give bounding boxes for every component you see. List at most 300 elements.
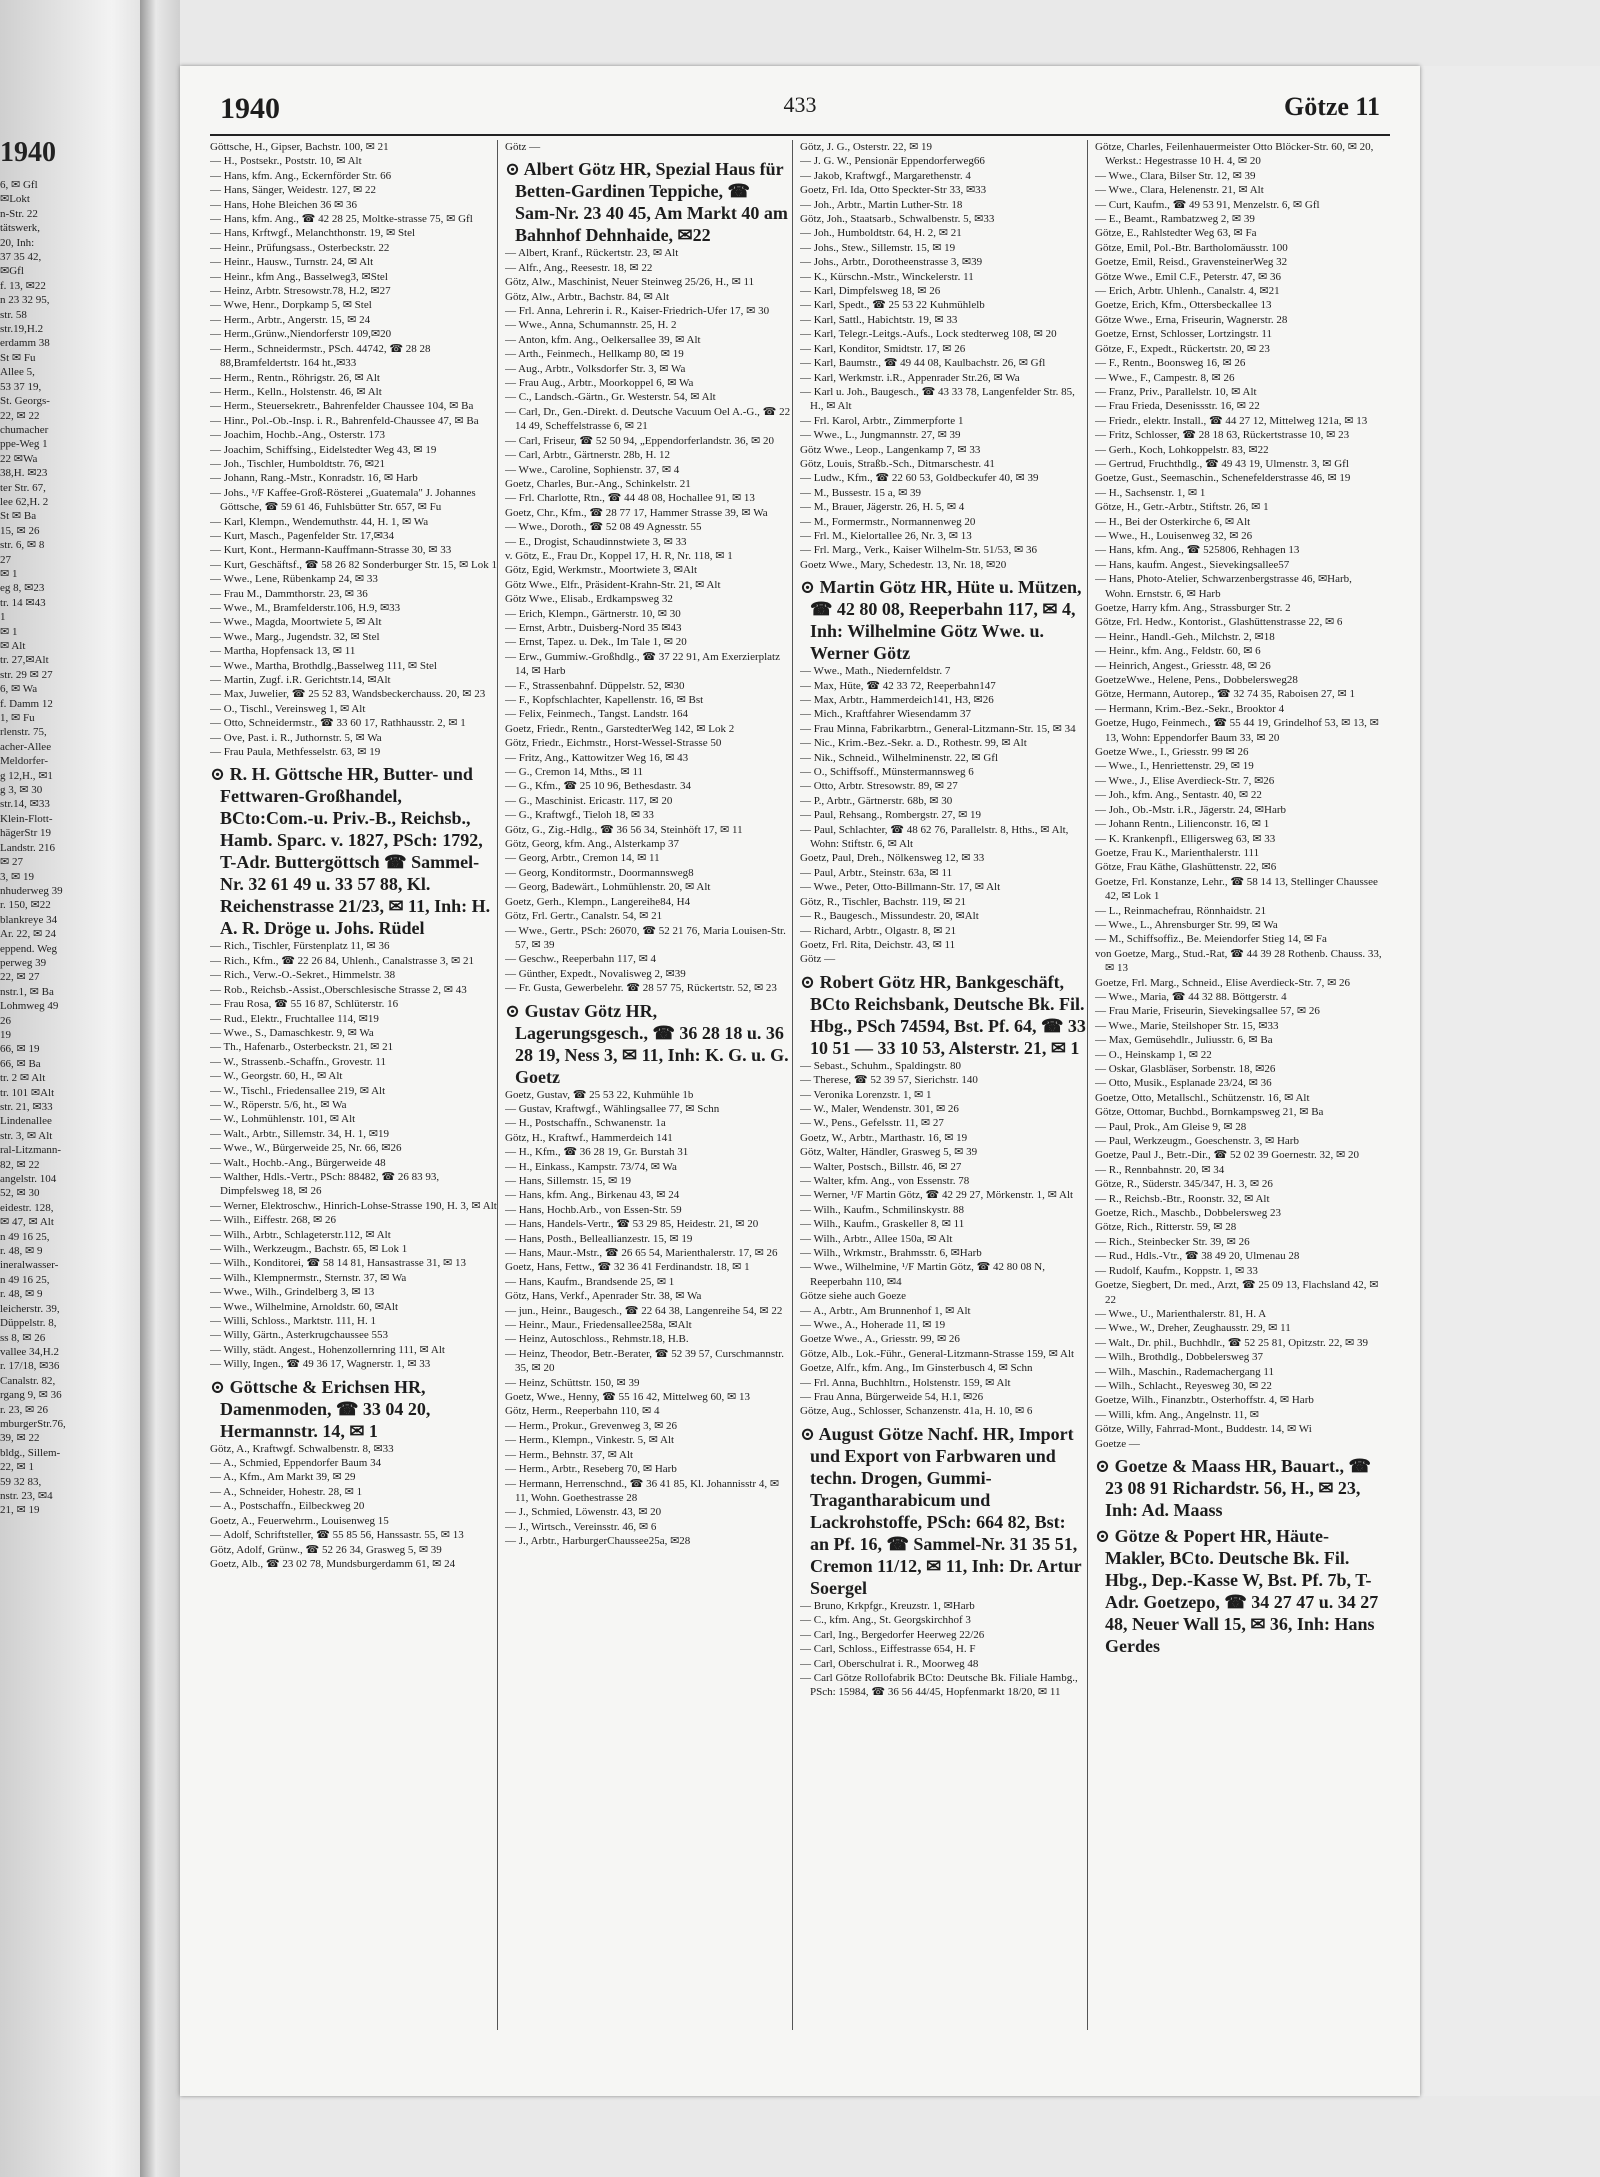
directory-entry: — Paul, Arbtr., Steinstr. 63a, ✉ 11 [800, 866, 953, 879]
directory-entry: — Fritz, Ang., Kattowitzer Weg 16, ✉ 43 [505, 751, 689, 764]
left-page-line: perweg 39 [0, 956, 47, 969]
left-page-line: Lohmweg 49 [0, 1000, 59, 1013]
left-page-line: str. 21, ✉33 [0, 1101, 53, 1113]
directory-entry: — Heinz, Autoschloss., Rehmstr.18, H.B. [505, 1333, 689, 1346]
left-page-line: Landstr. 216 [0, 841, 55, 854]
directory-entry: — G., Cremon 14, Mths., ✉ 11 [505, 766, 644, 779]
directory-entry: — Hans, Hohe Bleichen 36 ✉ 36 [210, 198, 357, 211]
directory-entry: — Wilh., Arbtr., Schlageterstr.112, ✉ Alt [210, 1228, 391, 1241]
directory-entry: — Karl, Werkmstr. i.R., Appenrader Str.26, ✉ Wa [800, 371, 1020, 384]
directory-entry: — jun., Heinr., Baugesch., ☎ 22 64 38, Langenreihe 54, ✉ 22 [505, 1304, 783, 1317]
directory-entry: — Joachim, Hochb.-Ang., Osterstr. 173 [210, 429, 386, 442]
directory-entry: — Johann Rentn., Lilienconstr. 16, ✉ 1 [1095, 818, 1270, 831]
directory-entry: — Rich., Verw.-O.-Sekret., Himmelstr. 38 [210, 969, 396, 982]
directory-entry: — R., Reichsb.-Btr., Roonstr. 32, ✉ Alt [1095, 1192, 1270, 1205]
left-page-line: r. 23, ✉ 26 [0, 1403, 49, 1416]
directory-entry: — Rich., Kfm., ☎ 22 26 84, Uhlenh., Canalstrasse 3, ✉ 21 [210, 954, 474, 967]
directory-entry: — Wwe., Magda, Moortwiete 5, ✉ Alt [210, 616, 382, 629]
directory-entry: — Willy, Ingen., ☎ 49 36 17, Wagnerstr. 1, ✉ 33 [210, 1358, 431, 1371]
directory-entry: — Albert, Kranf., Rückertstr. 23, ✉ Alt [505, 247, 679, 260]
left-page-line: nstr.1, ✉ Ba [0, 985, 54, 998]
directory-entry: — H., Sachsenstr. 1, ✉ 1 [1095, 486, 1206, 499]
directory-entry: — Martin, Zugf. i.R. Gerichtstr.14, ✉Alt [210, 674, 391, 687]
directory-entry: — Wwe., I., Henriettenstr. 29, ✉ 19 [1095, 760, 1254, 773]
directory-entry: Götz — [505, 141, 541, 153]
directory-entry: — Hans, Hochb.Arb., von Essen-Str. 59 [505, 1203, 682, 1216]
left-page-line: St ✉ Ba [0, 510, 37, 523]
left-page-line: St ✉ Fu [0, 351, 36, 364]
directory-entry: — Carl, Friseur, ☎ 52 50 94, „Eppendorferlandstr. 36, ✉ 20 [505, 434, 775, 447]
directory-entry: — Günther, Expedt., Novalisweg 2, ✉39 [505, 967, 686, 980]
directory-entry: GoetzeWwe., Helene, Pens., Dobbelersweg28 [1095, 674, 1298, 687]
left-page-line: 22, ✉ 22 [0, 409, 40, 422]
directory-entry: Götz, Adolf, Grünw., ☎ 52 26 34, Grasweg 5, ✉ 39 [210, 1543, 442, 1556]
directory-entry: — Ernst, Tapez. u. Dek., Im Tale 1, ✉ 20 [505, 636, 687, 649]
directory-entry: — J., Arbtr., HarburgerChaussee25a, ✉28 [505, 1535, 691, 1548]
directory-entry: — Wwe., U., Marienthalerstr. 81, H. A [1095, 1307, 1267, 1320]
left-page-line: 53 37 19, [0, 380, 42, 393]
directory-entry: Götz Wwe., Leop., Langenkamp 7, ✉ 33 [800, 443, 981, 456]
left-page-line: n 49 16 25, [0, 1230, 50, 1243]
header-running-title: Götze 11 [1283, 92, 1380, 121]
directory-entry: — Th., Hafenarb., Osterbeckstr. 21, ✉ 21 [210, 1041, 394, 1054]
directory-entry: Götz Wwe., Elfr., Präsident-Krahn-Str. 21, ✉ Alt [505, 578, 721, 591]
directory-entry: — Frau Anna, Bürgerweide 54, H.1, ✉26 [800, 1391, 984, 1404]
directory-entry: — Carl Götze Rollofabrik BCto: Deutsche Bk. Filiale Hambg., PSch: 15984, ☎ 36 56 44/45, Hopfenmarkt 18/20, ✉ 11 [800, 1671, 1078, 1699]
directory-entry: — Karl u. Joh., Baugesch., ☎ 43 33 78, Langenfelder Str. 85, H., ✉ Alt [800, 385, 1075, 413]
left-page-line: n 23 32 95, [0, 294, 50, 307]
directory-entry: — Wilh., Arbtr., Allee 150a, ✉ Alt [800, 1232, 953, 1245]
left-page-line: f. 13, ✉22 [0, 279, 46, 292]
directory-entry: Goetze, Ernst, Schlosser, Lortzingstr. 11 [1095, 328, 1272, 341]
directory-entry: Götze, E., Rahlstedter Weg 63, ✉ Fa [1095, 227, 1257, 240]
directory-entry: ⊙ Robert Götz HR, Bankgeschäft, BCto Reichsbank, Deutsche Bk. Fil. Hbg., PSch 74594, Bst. Pf. 64, ☎ 33 10 51 — 33 10 53, Alsterstr. 21, ✉ 1 [800, 971, 1086, 1058]
left-page-line: vallee 34,H.2 [0, 1345, 59, 1358]
directory-entry: — Karl, Konditor, Smidtstr. 17, ✉ 26 [800, 342, 966, 355]
directory-entry: — Wwe., Peter, Otto-Billmann-Str. 17, ✉ Alt [800, 881, 1001, 894]
left-page-line: tr. 27,✉Alt [0, 654, 49, 667]
directory-entry: ⊙ Götze & Popert HR, Häute-Makler, BCto. Deutsche Bk. Fil. Hbg., Dep.-Kasse W, Bst. Pf. 7b, T-Adr. Goetzepo, ☎ 34 27 47 u. 34 27 48, Neuer Wall 15, ✉ 36, Inh: Hans Gerdes [1095, 1525, 1379, 1656]
directory-entry: — Hermann, Herrenschnd., ☎ 36 41 85, Kl. Johannisstr 4, ✉11, Wohn. Goethestrasse 28 [505, 1477, 780, 1504]
directory-entry: — Wwe., M., Bramfelderstr.106, H.9, ✉33 [210, 602, 401, 614]
directory-entry: Goetze, Alfr., kfm. Ang., Im Ginsterbusch 4, ✉ Schn [800, 1362, 1033, 1375]
directory-entry: — J., Wirtsch., Vereinsstr. 46, ✉ 6 [505, 1520, 657, 1533]
directory-entry: — Bruno, Krkpfgr., Kreuzstr. 1, ✉Harb [800, 1599, 975, 1612]
directory-entry: Goetze Wwe., A., Griesstr. 99, ✉ 26 [800, 1333, 960, 1346]
directory-entry: Goetz, Chr., Kfm., ☎ 28 77 17, Hammer Strasse 39, ✉ Wa [505, 506, 768, 519]
directory-entry: — L., Reinmachefrau, Rönnhaidstr. 21 [1095, 904, 1267, 917]
directory-entry: — Wwe., L., Ahrensburger Str. 99, ✉ Wa [1095, 918, 1278, 931]
directory-entry: — M., Bussestr. 15 a, ✉ 39 [800, 486, 922, 499]
directory-entry: — Hans, kfm. Ang., ☎ 42 28 25, Moltke-strasse 75, ✉ Gfl [210, 213, 473, 226]
directory-entry: ⊙ Göttsche & Erichsen HR, Damenmoden, ☎ 33 04 20, Hermannstr. 14, ✉ 1 [210, 1376, 431, 1441]
directory-entry: Götz, A., Kraftwgf. Schwalbenstr. 8, ✉33 [210, 1442, 394, 1455]
directory-entry: — R., Baugesch., Missundestr. 20, ✉Alt [800, 910, 979, 923]
directory-entry: — Wwe., Marie, Steilshoper Str. 15, ✉33 [1095, 1019, 1279, 1032]
directory-entry: — Hans, Sillemstr. 15, ✉ 19 [505, 1174, 631, 1187]
directory-entry: — Max, Arbtr., Hammerdeich141, H3, ✉26 [800, 694, 994, 706]
directory-entry: — W., Tischl., Friedensallee 219, ✉ Alt [210, 1084, 386, 1097]
directory-entry: Götze, Frl. Hedw., Kontorist., Glashüttenstrasse 22, ✉ 6 [1095, 616, 1343, 629]
left-page-line: tr. 101 ✉Alt [0, 1086, 55, 1099]
directory-entry: — Arth., Feinmech., Hellkamp 80, ✉ 19 [505, 348, 684, 361]
directory-entry: — Carl, Oberschulrat i. R., Moorweg 48 [800, 1657, 979, 1670]
left-page-line: 37 35 42, [0, 251, 42, 264]
directory-entry: — Willy, städt. Angest., Hohenzollernring 111, ✉ Alt [210, 1343, 445, 1356]
left-page-line: 6, ✉ Wa [0, 683, 38, 696]
directory-entry: — K. Krankenpfl., Elligersweg 63, ✉ 33 [1095, 832, 1276, 845]
directory-entry: — Walter, kfm. Ang., von Essenstr. 78 [800, 1174, 970, 1187]
directory-entry: Götze, Ottomar, Buchbd., Bornkampsweg 21, ✉ Ba [1095, 1106, 1324, 1119]
directory-entry: — A., Kfm., Am Markt 39, ✉ 29 [210, 1471, 356, 1484]
directory-entry: — Wwe., S., Damaschkestr. 9, ✉ Wa [210, 1026, 374, 1039]
directory-entry: — Paul, Rehsang., Rombergstr. 27, ✉ 19 [800, 809, 982, 822]
directory-entry: — Erich, Klempn., Gärtnerstr. 10, ✉ 30 [505, 607, 681, 620]
directory-entry: Goetz, Gerh., Klempn., Langereihe84, H4 [505, 895, 691, 908]
directory-entry: — O., Tischl., Vereinsweg 1, ✉ Alt [210, 702, 366, 715]
directory-entry: Goetz, Charles, Bur.-Ang., Schinkelstr. 21 [505, 477, 691, 490]
directory-entry: — Georg, Arbtr., Cremon 14, ✉ 11 [505, 852, 660, 865]
directory-entry: — Heinz, Arbtr. Stresowstr.78, H.2, ✉27 [210, 285, 391, 298]
left-page-line: hägerStr 19 [0, 827, 52, 840]
directory-entry: Goetze Wwe., I., Griesstr. 99 ✉ 26 [1095, 746, 1249, 759]
left-page-line: eppend. Weg [0, 942, 57, 955]
directory-entry: — G., Maschinist. Ericastr. 117, ✉ 20 [505, 794, 673, 807]
directory-entry: — F., Rentn., Boonsweg 16, ✉ 26 [1095, 357, 1246, 370]
left-page-line: mburgerStr.76, [0, 1417, 66, 1430]
directory-entry: — Wwe., W., Bürgerweide 25, Nr. 66, ✉26 [210, 1142, 402, 1155]
left-page-line: ineralwasser- [0, 1259, 59, 1272]
directory-entry: — K., Kürschn.-Mstr., Winckelerstr. 11 [800, 270, 974, 283]
directory-entry: Goetze, Frl. Konstanze, Lehr., ☎ 58 14 13, Stellinger Chaussee 42, ✉ Lok 1 [1095, 875, 1378, 903]
directory-entry: Goetz, Friedr., Rentn., GarstedterWeg 142, ✉ Lok 2 [505, 722, 735, 735]
left-page-line: 22 ✉Wa [0, 452, 38, 465]
directory-entry: — Wwe., J., Elise Averdieck-Str. 7, ✉26 [1095, 774, 1275, 787]
directory-entry: — Carl, Schloss., Eiffestrasse 654, H. F [800, 1643, 976, 1656]
directory-entry: — Kurt, Geschäftsf., ☎ 58 26 82 Sonderburger Str. 15, ✉ Lok 1 [210, 558, 497, 571]
directory-entry: — Nik., Schneid., Wilhelminenstr. 22, ✉ Gfl [800, 751, 998, 764]
directory-entry: — Carl, Arbtr., Gärtnerstr. 28b, H. 12 [505, 449, 670, 462]
left-page-line: leicherstr. 39, [0, 1302, 60, 1315]
directory-entry: — Wwe., Wilhelmine, ¹/F Martin Götz, ☎ 42 80 08 N, Reeperbahn 110, ✉4 [800, 1261, 1045, 1288]
directory-entry: — H., Bei der Osterkirche 6, ✉ Alt [1095, 515, 1251, 528]
directory-entry: — Oskar, Glasbläser, Sorbenstr. 18, ✉26 [1095, 1063, 1276, 1075]
directory-entry: — Wwe., Lene, Rübenkamp 24, ✉ 33 [210, 573, 378, 586]
directory-entry: — Wwe., Caroline, Sophienstr. 37, ✉ 4 [505, 463, 680, 476]
left-page-line: str. 6, ✉ 8 [0, 539, 45, 552]
left-page-line: tr. 2 ✉ Alt [0, 1072, 46, 1085]
directory-entry: — A., Arbtr., Am Brunnenhof 1, ✉ Alt [800, 1304, 971, 1317]
directory-entry: — Hans, kfm. Ang., Eckernförder Str. 66 [210, 169, 392, 182]
directory-entry: — Veronika Lorenzstr. 1, ✉ 1 [800, 1088, 932, 1101]
directory-entry: — Geschw., Reeperbahn 117, ✉ 4 [505, 953, 657, 966]
left-page-line: Allee 5, [0, 366, 35, 379]
left-page-line: eg 8, ✉23 [0, 582, 45, 595]
directory-entry: Goetz, Alb., ☎ 23 02 78, Mundsburgerdamm 61, ✉ 24 [210, 1557, 456, 1570]
directory-entry: — Kurt, Masch., Pagenfelder Str. 17,✉34 [210, 529, 394, 542]
directory-entry: — Herm., Kelln., Holstenstr. 46, ✉ Alt [210, 385, 382, 398]
directory-entry: — Johs., Arbtr., Dorotheenstrasse 3, ✉39 [800, 256, 983, 269]
directory-entry: — Frau Paula, Methfesselstr. 63, ✉ 19 [210, 746, 381, 759]
directory-entry: — Wilh., Kaufm., Schmilinskystr. 88 [800, 1203, 965, 1216]
left-page-line: f. Damm 12 [0, 697, 53, 710]
directory-entry: — Hans, kfm. Ang., Birkenau 43, ✉ 24 [505, 1189, 680, 1202]
directory-entry: ⊙ R. H. Göttsche HR, Butter- und Fettwaren-Großhandel, BCto:Com.-u. Priv.-B., Reichsb., Hamb. Sparc. v. 1827, PSch: 1792, T-Adr. Buttergöttsch ☎ Sammel-Nr. 32 61 49 u. 33 57 88, Kl. Reichenstrasse 21/23, ✉ 11, Inh: H. A. R. Dröge u. Johs. Rüdel [210, 764, 491, 939]
directory-entry: Goetz, Hans, Fettw., ☎ 32 36 41 Ferdinandstr. 18, ✉ 1 [505, 1261, 750, 1274]
directory-entry: — Heinr., Maur., Friedensallee258a, ✉Alt [505, 1319, 692, 1332]
left-page-line: ✉ 1 [0, 625, 18, 638]
directory-entry: — Heinz, Schüttstr. 150, ✉ 39 [505, 1376, 640, 1389]
directory-entry: — Max, Gemüsehdlr., Juliusstr. 6, ✉ Ba [1095, 1034, 1273, 1047]
directory-entry: — Karl, Telegr.-Leitgs.-Aufs., Lock stedterweg 108, ✉ 20 [800, 328, 1057, 341]
left-page-line: 52, ✉ 30 [0, 1187, 40, 1200]
directory-entry: Goetze, Harry kfm. Ang., Strassburger Str. 2 [1095, 602, 1291, 614]
directory-entry: — Heinr., kfm Ang., Basselweg3, ✉Stel [210, 270, 388, 283]
directory-entry: — Karl, Spedt., ☎ 25 53 22 Kuhmühlelb [800, 299, 985, 312]
directory-entry: — Wwe., Clara, Bilser Str. 12, ✉ 39 [1095, 169, 1256, 182]
directory-entry: — Wilh., Eiffestr. 268, ✉ 26 [210, 1214, 337, 1227]
directory-entry: — Herm., Prokur., Grevenweg 3, ✉ 26 [505, 1419, 678, 1432]
directory-entry: — Frl. Karol, Arbtr., Zimmerpforte 1 [800, 414, 964, 427]
directory-entry: Götze, Frau Käthe, Glashüttenstr. 22, ✉6 [1095, 861, 1277, 874]
directory-entry: — Hans, kfm. Ang., ☎ 525806, Rehhagen 13 [1095, 544, 1300, 557]
left-page-line: 6, ✉ Gfl [0, 179, 38, 191]
directory-entry: Götze, Hermann, Autorep., ☎ 32 74 35, Raboisen 27, ✉ 1 [1095, 688, 1355, 701]
left-page-line: ppe-Weg 1 [0, 438, 48, 451]
left-page-line: ✉Gfl [0, 265, 24, 278]
directory-entry: — M., Schiffsoffiz., Be. Meiendorfer Stieg 14, ✉ Fa [1095, 933, 1327, 946]
directory-entry: — Wwe., L., Jungmannstr. 27, ✉ 39 [800, 429, 961, 442]
column-2 [505, 140, 793, 2030]
directory-entry: — Frau Marie, Friseurin, Sievekingsallee 57, ✉ 26 [1095, 1005, 1320, 1018]
directory-entry: Götze, Aug., Schlosser, Schanzenstr. 41a, H. 10, ✉ 6 [800, 1405, 1033, 1418]
left-page-line: ✉ 47, ✉ Alt [0, 1216, 54, 1229]
directory-entry: — Wwe, Henr., Dorpkamp 5, ✉ Stel [210, 299, 372, 312]
directory-entry: Götze Wwe., Erna, Friseurin, Wagnerstr. 28 [1095, 313, 1288, 326]
directory-entry: Goetze, Wilh., Finanzbtr., Osterhoffstr. 4, ✉ Harb [1095, 1394, 1314, 1407]
directory-entry: — A., Schneider, Hohestr. 28, ✉ 1 [210, 1485, 363, 1498]
directory-entry: — Martha, Hopfensack 13, ✉ 11 [210, 645, 356, 658]
directory-entry: Götz, Alw., Maschinist, Neuer Steinweg 25/26, H., ✉ 11 [505, 276, 755, 289]
directory-entry: — Wilh., Maschin., Rademachergang 11 [1095, 1365, 1274, 1378]
directory-entry: Götze, Alb., Lok.-Führ., General-Litzmann-Strasse 159, ✉ Alt [800, 1347, 1075, 1360]
directory-entry: — Heinz, Theodor, Betr.-Berater, ☎ 52 39 57, Curschmannstr. 35, ✉ 20 [505, 1347, 785, 1375]
directory-entry: — Walt., Arbtr., Sillemstr. 34, H. 1, ✉19 [210, 1127, 389, 1140]
directory-entry: — Hans, Krftwgf., Melanchthonstr. 19, ✉ Stel [210, 227, 416, 240]
left-page-line: g 3, ✉ 30 [0, 784, 43, 797]
directory-entry: — Wwe., F., Campestr. 8, ✉ 26 [1095, 371, 1235, 384]
left-page-line: r. 48, ✉ 9 [0, 1288, 43, 1301]
directory-entry: — Wwe., Clara, Helenenstr. 21, ✉ Alt [1095, 184, 1264, 197]
column-3 [800, 140, 1088, 2030]
left-page-line: bldg., Sillem- [0, 1446, 61, 1459]
directory-entry: — Paul, Schlachter, ☎ 48 62 76, Parallelstr. 8, Hths., ✉ Alt, Wohn: Stiftstr. 6, ✉ Alt [800, 823, 1069, 851]
page-number: 433 [783, 92, 817, 117]
directory-entry: — Walt., Hochb.-Ang., Bürgerweide 48 [210, 1156, 386, 1169]
directory-entry: — H., Postschaffn., Schwanenstr. 1a [505, 1117, 666, 1130]
left-page-line: acher-Allee [0, 740, 52, 753]
directory-entry: — Wilh., Klempnermstr., Sternstr. 37, ✉ Wa [210, 1271, 407, 1284]
left-page-line: 59 32 83, [0, 1475, 42, 1488]
directory-entry: — Herm.,Grünw.,Niendorferstr 109,✉20 [210, 328, 392, 341]
directory-entry: — Rich., Steinbecker Str. 39, ✉ 26 [1095, 1235, 1250, 1248]
directory-entry: — J., Schmied, Löwenstr. 43, ✉ 20 [505, 1506, 662, 1519]
directory-entry: — Frau Rosa, ☎ 55 16 87, Schlüterstr. 16 [210, 998, 399, 1011]
directory-entry: — Frl. Anna, Lehrerin i. R., Kaiser-Friedrich-Ufer 17, ✉ 30 [505, 305, 770, 318]
left-page-line: n 49 16 25, [0, 1273, 50, 1286]
directory-entry: — Wwe., H., Louisenweg 32, ✉ 26 [1095, 529, 1253, 542]
directory-entry: — Herm., Steuersekretr., Bahrenfelder Chaussee 104, ✉ Ba [210, 400, 474, 413]
directory-entry: Göttsche, H., Gipser, Bachstr. 100, ✉ 21 [210, 141, 389, 153]
directory-entry: Goetz, Gustav, ☎ 25 53 22, Kuhmühle 1b [505, 1088, 694, 1101]
directory-entry: — Curt, Kaufm., ☎ 49 53 91, Menzelstr. 6, ✉ Gfl [1095, 198, 1320, 211]
directory-entry: — Wwe., Math., Niedernfeldstr. 7 [800, 665, 951, 678]
directory-entry: — Paul, Werkzeugm., Goeschenstr. 3, ✉ Harb [1095, 1135, 1299, 1148]
left-page-line: 66, ✉ 19 [0, 1043, 40, 1056]
directory-entry: — Ove, Past. i. R., Juthornstr. 5, ✉ Wa [210, 731, 382, 744]
directory-entry: — W., Pens., Gefelsstr. 11, ✉ 27 [800, 1117, 944, 1130]
directory-entry: — Karl, Klempn., Wendemuthstr. 44, H. 1, ✉ Wa [210, 515, 429, 528]
directory-entry: — Herm., Behnstr. 37, ✉ Alt [505, 1448, 634, 1461]
directory-entry: — Willy, Gärtn., Asterkrugchaussee 553 [210, 1329, 388, 1342]
directory-entry: — Hans, Maur.-Mstr., ☎ 26 65 54, Marienthalerstr. 17, ✉ 26 [505, 1247, 778, 1259]
directory-entry: Goetz, Frl. Ida, Otto Speckter-Str 33, ✉33 [800, 184, 987, 197]
directory-entry: Götz, J. G., Osterstr. 22, ✉ 19 [800, 141, 933, 153]
directory-entry: — Richard, Arbtr., Olgastr. 8, ✉ 21 [800, 924, 957, 937]
directory-entry: Goetze, Otto, Metallschl., Schützenstr. 16, ✉ Alt [1095, 1091, 1310, 1104]
directory-entry: — Friedr., elektr. Install., ☎ 44 27 12, Mittelweg 121a, ✉ 13 [1095, 414, 1368, 427]
directory-entry: Götz, Hans, Verkf., Apenrader Str. 38, ✉ Wa [505, 1290, 702, 1303]
directory-entry: Goetz, Paul, Dreh., Nölkensweg 12, ✉ 33 [800, 852, 985, 865]
directory-entry: — P., Arbtr., Gärtnerstr. 68b, ✉ 30 [800, 794, 953, 807]
directory-entry: — Georg, Badewärt., Lohmühlenstr. 20, ✉ Alt [505, 881, 711, 894]
directory-entry: Goetze, Paul J., Betr.-Dir., ☎ 52 02 39 Goernestr. 32, ✉ 20 [1095, 1149, 1359, 1162]
directory-entry: — A., Schmied, Eppendorfer Baum 34 [210, 1457, 382, 1470]
directory-entry: — Heinr., kfm. Ang., Feldstr. 60, ✉ 6 [1095, 645, 1261, 658]
left-page-line: str. 29 ✉ 27 [0, 668, 53, 681]
directory-entry: — Nic., Krim.-Bez.-Sekr. a. D., Rothestr. 99, ✉ Alt [800, 737, 1027, 750]
directory-entry: ⊙ Goetze & Maass HR, Bauart., ☎ 23 08 91 Richardstr. 56, H., ✉ 23, Inh: Ad. Maass [1095, 1455, 1371, 1520]
directory-entry: ⊙ Albert Götz HR, Spezial Haus für Betten-Gardinen Teppiche, ☎ Sam-Nr. 23 40 45, Am Markt 40 am Bahnhof Dehnhaide, ✉22 [505, 159, 788, 246]
directory-entry: Goetze, Frl. Marg., Schneid., Elise Averdieck-Str. 7, ✉ 26 [1095, 976, 1351, 989]
left-page-line: erdamm 38 [0, 337, 50, 350]
directory-entry: — Frl. Marg., Verk., Kaiser Wilhelm-Str. 51/53, ✉ 36 [800, 544, 1038, 557]
directory-entry: — Wilh., Schlacht., Reyesweg 30, ✉ 22 [1095, 1379, 1272, 1392]
directory-page [180, 66, 1420, 2096]
left-page-line: ter Str. 67, [0, 481, 46, 494]
directory-entry: — Karl, Dimpfelsweg 18, ✉ 26 [800, 285, 941, 298]
left-page-line: rlenstr. 75, [0, 726, 47, 739]
directory-entry: Götz, Alw., Arbtr., Bachstr. 84, ✉ Alt [505, 290, 670, 303]
left-page-line: 19 [0, 1028, 11, 1041]
left-page-line: Lindenallee [0, 1115, 52, 1128]
directory-entry: — Adolf, Schriftsteller, ☎ 55 85 56, Hanssastr. 55, ✉ 13 [210, 1529, 464, 1542]
directory-entry: — H., Einkass., Kampstr. 73/74, ✉ Wa [505, 1160, 677, 1173]
directory-entry: ⊙ August Götze Nachf. HR, Import und Export von Farbwaren und techn. Drogen, Gummi-Tragantharabicum und Lackrohstoffe, PSch: 664 82, Bst: an Pf. 16, ☎ Sammel-Nr. 31 35 51, Cremon 11/12, ✉ 11, Inh: Dr. Artur Soergel [800, 1423, 1082, 1598]
directory-entry: — Otto, Schneidermstr., ☎ 33 60 17, Rathhausstr. 2, ✉ 1 [210, 717, 466, 730]
directory-entry: — Heinr., Hausw., Turnstr. 24, ✉ Alt [210, 256, 374, 269]
directory-entry: — Frau M., Dammthorstr. 23, ✉ 36 [210, 587, 368, 600]
directory-entry: Goetze — [1095, 1437, 1140, 1450]
directory-entry: Götze Wwe., Emil C.F., Peterstr. 47, ✉ 36 [1095, 270, 1281, 283]
directory-entry: Götze, R., Süderstr. 345/347, H. 3, ✉ 26 [1095, 1178, 1273, 1191]
columns-container [210, 140, 1390, 2030]
directory-entry: Goetze, Rich., Maschb., Dobbelersweg 23 [1095, 1207, 1282, 1220]
directory-entry: — Aug., Arbtr., Volksdorfer Str. 3, ✉ Wa [505, 362, 686, 375]
directory-entry: Götz, Herm., Reeperbahn 110, ✉ 4 [505, 1405, 660, 1418]
directory-entry: Goetz Wwe., Mary, Schedestr. 13, Nr. 18, ✉20 [800, 558, 1007, 571]
directory-entry: — Johs., ¹/F Kaffee-Groß-Rösterei „Guatemala" J. Johannes Göttsche, ☎ 59 61 46, Fuhlsbütter Str. 657, ✉ Fu [210, 486, 476, 514]
left-page-line: lee 62,H. 2 [0, 495, 49, 508]
directory-entry: — Wwe., W., Dreher, Zeughausstr. 29, ✉ 11 [1095, 1322, 1291, 1335]
directory-entry: — Walther, Hdls.-Vertr., PSch: 88482, ☎ 26 83 93, Dimpfelsweg 18, ✉ 26 [210, 1170, 440, 1198]
left-page-line: nstr. 23, ✉4 [0, 1489, 53, 1502]
left-page-line: r. 150, ✉22 [0, 899, 51, 912]
left-page-line: str. 3, ✉ Alt [0, 1129, 53, 1142]
directory-entry: — H., Kfm., ☎ 36 28 19, Gr. Burstah 31 [505, 1146, 689, 1159]
directory-entry: — E., Drogist, Schaudinnstwiete 3, ✉ 33 [505, 535, 687, 548]
directory-entry: — Willi, Schloss., Marktstr. 111, H. 1 [210, 1315, 376, 1328]
directory-entry: — Karl, Baumstr., ☎ 49 44 08, Kaulbachstr. 26, ✉ Gfl [800, 357, 1046, 370]
directory-entry: Götze, H., Getr.-Arbtr., Stiftstr. 26, ✉ 1 [1095, 501, 1269, 514]
left-page-line: 20, Inh: [0, 236, 35, 249]
directory-entry: Goetze, Siegbert, Dr. med., Arzt, ☎ 25 09 13, Flachsland 42, ✉ 22 [1095, 1279, 1379, 1306]
directory-entry: Götz, G., Zig.-Hdlg., ☎ 36 56 34, Steinhöft 17, ✉ 11 [505, 823, 743, 836]
directory-entry: — Ludw., Kfm., ☎ 22 60 53, Goldbeckufer 40, ✉ 39 [800, 472, 1039, 485]
directory-entry: — Jakob, Kraftwgf., Margarethenstr. 4 [800, 169, 971, 182]
directory-entry: Götz Wwe., Elisab., Erdkampsweg 32 [505, 593, 673, 606]
directory-entry: — Wwe., Wilh., Grindelberg 3, ✉ 13 [210, 1286, 375, 1299]
page-edge [1420, 66, 1600, 2096]
directory-entry: — Georg, Konditormstr., Doormannsweg8 [505, 866, 694, 879]
directory-entry: — Wwe., Martha, Brothdlg.,Basselweg 111, ✉ Stel [210, 659, 437, 672]
directory-entry: — Therese, ☎ 52 39 57, Sierichstr. 140 [800, 1074, 978, 1087]
directory-entry: — Wwe., Anna, Schumannstr. 25, H. 2 [505, 319, 677, 332]
left-page-line: ✉ 27 [0, 856, 23, 869]
left-page-line: n-Str. 22 [0, 207, 38, 220]
directory-entry: — Wilh., Konditorei, ☎ 58 14 81, Hansastrasse 31, ✉ 13 [210, 1257, 466, 1270]
directory-entry: — G., Kraftwgf., Tieloh 18, ✉ 33 [505, 809, 654, 822]
directory-entry: — Hans, Handels-Vertr., ☎ 53 29 85, Heidestr. 21, ✉ 20 [505, 1218, 759, 1231]
directory-entry: — Frau Minna, Fabrikarbtrn., General-Litzmann-Str. 15, ✉ 34 [800, 722, 1076, 735]
directory-entry: — Felix, Feinmech., Tangst. Landstr. 164 [505, 708, 688, 721]
directory-entry: Götz, Joh., Staatsarb., Schwalbenstr. 5, ✉33 [800, 213, 995, 226]
left-page-line: 39, ✉ 22 [0, 1432, 40, 1445]
directory-entry: — Heinr., Prüfungsass., Osterbeckstr. 22 [210, 241, 390, 254]
directory-entry: — Herm., Klempn., Vinkestr. 5, ✉ Alt [505, 1434, 675, 1447]
directory-entry: — F., Kopfschlachter, Kapellenstr. 16, ✉ Bst [505, 694, 704, 706]
directory-entry: — Frl. Anna, Buchhltrn., Holstenstr. 159, ✉ Alt [800, 1376, 1011, 1389]
directory-entry: — M., Brauer, Jägerstr. 26, H. 5, ✉ 4 [800, 501, 965, 514]
directory-entry: Götze, Willy, Fahrrad-Mont., Buddestr. 14, ✉ Wi [1095, 1423, 1312, 1436]
left-page-line: 15, ✉ 26 [0, 524, 40, 537]
page-header [210, 86, 1390, 136]
directory-entry: — Walt., Dr. phil., Buchhdlr., ☎ 52 25 81, Opitzstr. 22, ✉ 39 [1095, 1336, 1368, 1349]
directory-entry: — Wilh., Werkzeugm., Bachstr. 65, ✉ Lok 1 [210, 1243, 408, 1255]
directory-entry: Götz, R., Tischler, Bachstr. 119, ✉ 21 [800, 895, 967, 908]
directory-entry: Götze, Charles, Feilenhauermeister Otto Blöcker-Str. 60, ✉ 20, Werkst.: Hegestrasse 10 H. 4, ✉ 20 [1095, 141, 1374, 168]
left-page-line: ✉ Alt [0, 640, 26, 652]
directory-entry: — Frl. M., Kielortallee 26, Nr. 3, ✉ 13 [800, 529, 972, 542]
directory-entry: Goetze, Gust., Seemaschin., Schenefelderstrasse 46, ✉ 19 [1095, 472, 1351, 485]
directory-entry: — C., kfm. Ang., St. Georgskirchhof 3 [800, 1614, 971, 1627]
directory-entry: — Joachim, Schiffsing., Eidelstedter Weg 43, ✉ 19 [210, 443, 437, 456]
left-page-line: 66, ✉ Ba [0, 1057, 41, 1070]
left-page-line: 3, ✉ 19 [0, 870, 34, 883]
directory-entry: — Herm., Schneidermstr., PSch. 44742, ☎ 28 28 88,Bramfeldertstr. 164 ht.,✉33 [210, 342, 431, 370]
left-page-line: rgang 9, ✉ 36 [0, 1389, 62, 1402]
directory-entry: — Herm., Rentn., Röhrigstr. 26, ✉ Alt [210, 371, 380, 384]
